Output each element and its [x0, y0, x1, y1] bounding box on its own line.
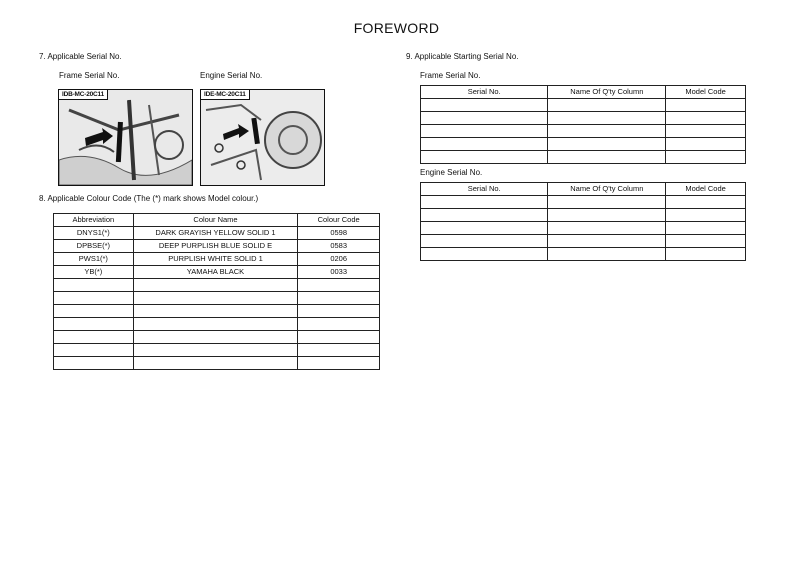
table-cell — [133, 305, 298, 318]
table-cell: YB(*) — [54, 266, 134, 279]
table-cell — [666, 209, 746, 222]
table-row — [54, 227, 380, 240]
column-header: Serial No. — [421, 183, 548, 196]
column-header: Colour Name — [133, 214, 298, 227]
table-row — [421, 151, 746, 164]
table-cell — [298, 292, 380, 305]
table-cell — [133, 344, 298, 357]
table-row — [421, 99, 746, 112]
table-cell — [548, 138, 666, 151]
table-row — [421, 138, 746, 151]
table-cell — [421, 151, 548, 164]
table-cell — [421, 196, 548, 209]
table-header-row — [421, 86, 746, 99]
table-cell — [666, 138, 746, 151]
table-cell: 0598 — [298, 227, 380, 240]
section-9-heading: 9. Applicable Starting Serial No. — [406, 52, 519, 61]
table-cell — [421, 209, 548, 222]
table-cell — [54, 305, 134, 318]
table-cell — [54, 357, 134, 370]
table-cell: YAMAHA BLACK — [133, 266, 298, 279]
column-header: Serial No. — [421, 86, 548, 99]
table-row — [54, 318, 380, 331]
table-cell — [54, 331, 134, 344]
table-cell — [421, 112, 548, 125]
table-row — [54, 331, 380, 344]
column-header: Model Code — [666, 183, 746, 196]
frame-photo-code: IDB-MC-20C11 — [59, 90, 108, 100]
table-cell — [298, 344, 380, 357]
table-cell: DPBSE(*) — [54, 240, 134, 253]
engine-starting-serial-label: Engine Serial No. — [420, 168, 483, 177]
table-cell — [54, 318, 134, 331]
table-cell — [548, 222, 666, 235]
table-cell — [666, 112, 746, 125]
colour-code-table — [53, 213, 380, 370]
table-cell — [421, 248, 548, 261]
table-row — [421, 209, 746, 222]
table-cell — [133, 292, 298, 305]
table-row — [421, 248, 746, 261]
engine-photo-code: IDE-MC-20C11 — [201, 90, 250, 100]
table-row — [421, 222, 746, 235]
table-cell — [133, 279, 298, 292]
frame-serial-photo — [58, 89, 193, 186]
frame-photo-illustration — [59, 90, 192, 185]
table-cell — [298, 318, 380, 331]
frame-serial-table — [420, 85, 746, 164]
table-cell: 0206 — [298, 253, 380, 266]
table-cell — [548, 151, 666, 164]
table-cell — [548, 125, 666, 138]
table-cell: PURPLISH WHITE SOLID 1 — [133, 253, 298, 266]
table-cell — [133, 331, 298, 344]
page-title: FOREWORD — [353, 20, 440, 36]
table-row — [54, 266, 380, 279]
table-row — [421, 112, 746, 125]
table-row — [54, 292, 380, 305]
column-header: Model Code — [666, 86, 746, 99]
table-cell — [54, 344, 134, 357]
table-cell — [548, 235, 666, 248]
table-row — [54, 305, 380, 318]
table-cell — [54, 279, 134, 292]
table-cell — [298, 279, 380, 292]
column-header: Colour Code — [298, 214, 380, 227]
table-cell — [666, 151, 746, 164]
frame-starting-serial-label: Frame Serial No. — [420, 71, 481, 80]
section-7-heading: 7. Applicable Serial No. — [39, 52, 122, 61]
table-cell — [548, 248, 666, 261]
engine-serial-label: Engine Serial No. — [200, 71, 263, 80]
table-cell — [133, 318, 298, 331]
table-row — [421, 235, 746, 248]
table-cell: DARK GRAYISH YELLOW SOLID 1 — [133, 227, 298, 240]
table-cell — [666, 235, 746, 248]
table-row — [54, 253, 380, 266]
table-cell — [666, 222, 746, 235]
engine-photo-illustration — [201, 90, 324, 185]
frame-serial-label: Frame Serial No. — [59, 71, 120, 80]
table-cell: 0583 — [298, 240, 380, 253]
table-cell: 0033 — [298, 266, 380, 279]
table-row — [54, 240, 380, 253]
section-8-heading: 8. Applicable Colour Code (The (*) mark shows Model colour.) — [39, 194, 259, 203]
table-cell — [298, 331, 380, 344]
table-cell — [421, 222, 548, 235]
table-header-row — [54, 214, 380, 227]
engine-serial-photo — [200, 89, 325, 186]
table-cell — [548, 112, 666, 125]
table-cell — [421, 99, 548, 112]
table-row — [54, 279, 380, 292]
table-header-row — [421, 183, 746, 196]
table-cell — [421, 235, 548, 248]
table-row — [421, 125, 746, 138]
table-cell — [666, 248, 746, 261]
column-header: Name Of Q'ty Column — [548, 86, 666, 99]
column-header: Abbreviation — [54, 214, 134, 227]
table-cell: DNYS1(*) — [54, 227, 134, 240]
table-cell — [548, 209, 666, 222]
table-row — [54, 344, 380, 357]
table-cell: DEEP PURPLISH BLUE SOLID E — [133, 240, 298, 253]
table-cell — [54, 292, 134, 305]
table-row — [54, 357, 380, 370]
table-cell — [548, 196, 666, 209]
table-cell — [421, 125, 548, 138]
table-cell: PWS1(*) — [54, 253, 134, 266]
table-cell — [298, 357, 380, 370]
table-cell — [666, 125, 746, 138]
table-row — [421, 196, 746, 209]
table-cell — [666, 99, 746, 112]
table-cell — [666, 196, 746, 209]
table-cell — [298, 305, 380, 318]
table-cell — [133, 357, 298, 370]
engine-serial-table — [420, 182, 746, 261]
column-header: Name Of Q'ty Column — [548, 183, 666, 196]
table-cell — [421, 138, 548, 151]
table-cell — [548, 99, 666, 112]
